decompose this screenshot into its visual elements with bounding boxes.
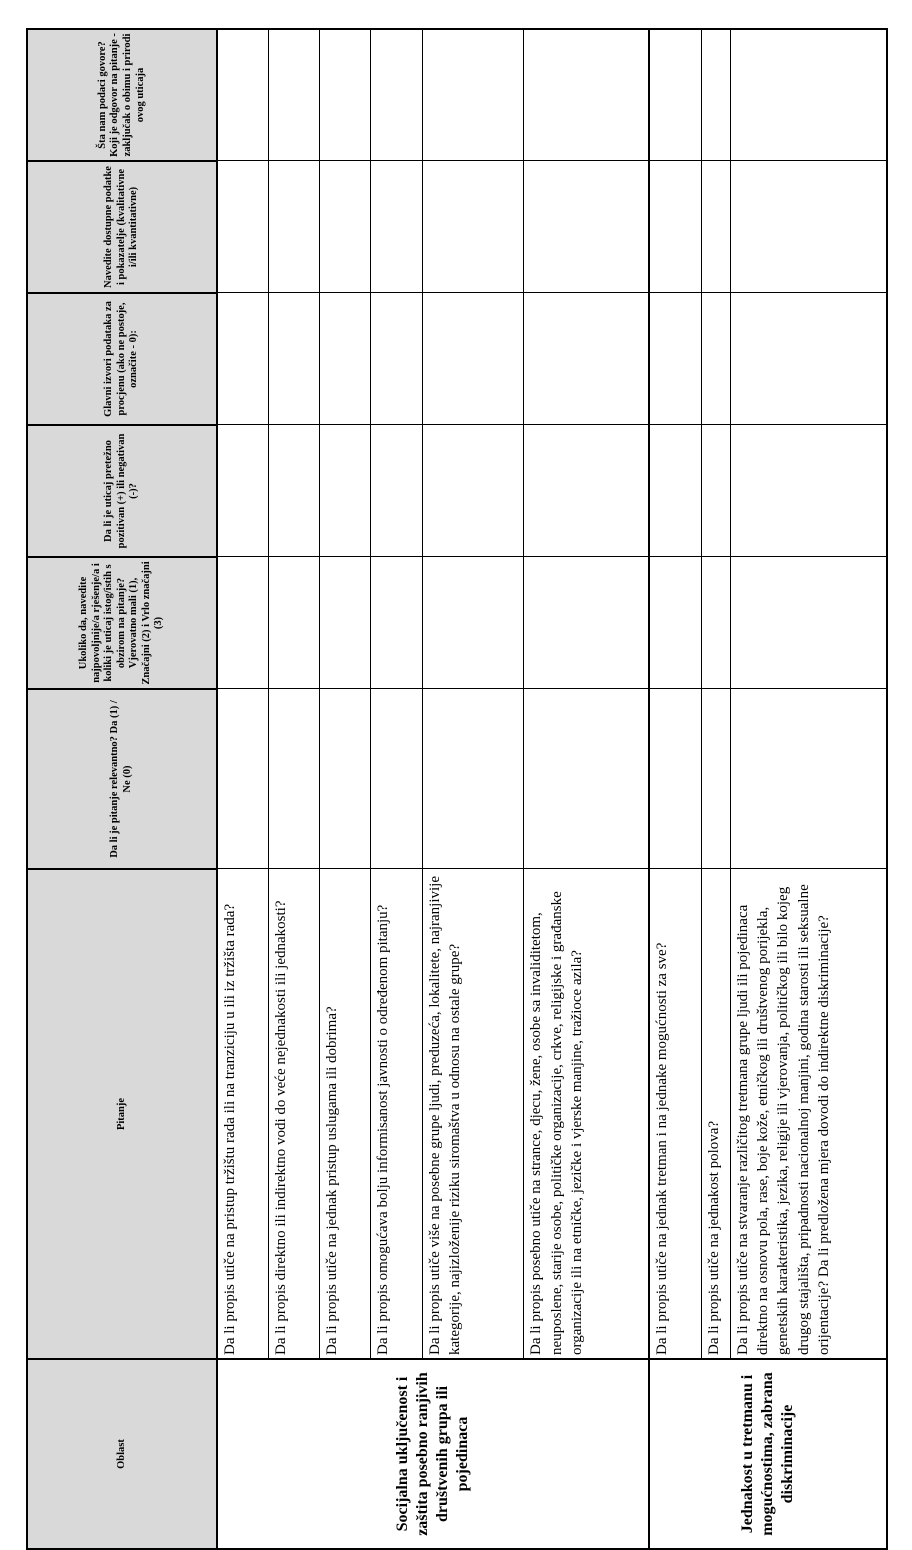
- relevance-cell[interactable]: [268, 689, 319, 869]
- question-cell: Da li propis posebno utiče na strance, djecu, žene, osobe sa invaliditetom, neuposlene, starije osobe, političke organizacije, crkve, religijske i građanske organizacije ili na etničke, jezičke i vjerske manjine, tražioce azila?: [524, 869, 649, 1359]
- table-row: [423, 29, 524, 1549]
- header-oblast: Oblast: [27, 1359, 217, 1549]
- conclusion-cell[interactable]: [524, 29, 649, 161]
- relevance-cell[interactable]: [701, 689, 730, 869]
- header-podaci: Navedite dostupne podatke i pokazatelje (kvalitativne i/ili kvantitativne): [27, 161, 217, 293]
- table-row: [370, 29, 422, 1549]
- sources-cell[interactable]: [423, 293, 524, 425]
- impact-sign-cell[interactable]: [701, 425, 730, 557]
- header-row: [27, 29, 217, 1549]
- rotated-table-wrapper: [26, 30, 888, 1550]
- question-cell: Da li propis utiče više na posebne grupe ljudi, preduzeća, lokalitete, najranjivije kategorije, najizloženije riziku siromaštva u odnosu na ostale grupe?: [423, 869, 524, 1359]
- header-pitanje: Pitanje: [27, 869, 217, 1359]
- impact-sign-cell[interactable]: [370, 425, 422, 557]
- question-cell: Da li propis utiče na jednak pristup uslugama ili dobrima?: [319, 869, 370, 1359]
- indicators-cell[interactable]: [730, 161, 887, 293]
- sources-cell[interactable]: [319, 293, 370, 425]
- relevance-cell[interactable]: [217, 689, 268, 869]
- indicators-cell[interactable]: [701, 161, 730, 293]
- impact-sign-cell[interactable]: [524, 425, 649, 557]
- relevance-cell[interactable]: [649, 689, 701, 869]
- header-zakljucak: Šta nam podaci govore? Koji je odgovor na pitanje - zaključak o obimu i prirodi ovog uticaja: [27, 29, 217, 161]
- question-cell: Da li propis utiče na jednakost polova?: [701, 869, 730, 1359]
- conclusion-cell[interactable]: [370, 29, 422, 161]
- sources-cell[interactable]: [649, 293, 701, 425]
- solution-cell[interactable]: [268, 557, 319, 689]
- indicators-cell[interactable]: [524, 161, 649, 293]
- indicators-cell[interactable]: [370, 161, 422, 293]
- solution-cell[interactable]: [217, 557, 268, 689]
- solution-cell[interactable]: [319, 557, 370, 689]
- conclusion-cell[interactable]: [217, 29, 268, 161]
- table-row: [730, 29, 887, 1549]
- sources-cell[interactable]: [730, 293, 887, 425]
- solution-cell[interactable]: [649, 557, 701, 689]
- question-cell: Da li propis utiče na stvaranje različitog tretmana grupe ljudi ili pojedinaca direktno na osnovu pola, rase, boje kože, etničkog ili društvenog porijekla, genetskih karakteristika, jezika, religije ili vjerovanja, političkog ili bilo kojeg drugog stajališta, pripadnosti nacionalnoj manjini, godina starosti ili seksualne orijentacije? Da li predložena mjera dovodi do indirektne diskriminacije?: [730, 869, 887, 1359]
- table-row: [217, 29, 268, 1549]
- impact-sign-cell[interactable]: [423, 425, 524, 557]
- impact-sign-cell[interactable]: [217, 425, 268, 557]
- indicators-cell[interactable]: [319, 161, 370, 293]
- conclusion-cell[interactable]: [268, 29, 319, 161]
- relevance-cell[interactable]: [730, 689, 887, 869]
- table-row: [268, 29, 319, 1549]
- header-uticaj: Da li je uticaj pretežno pozitivan (+) ili negativan (-)?: [27, 425, 217, 557]
- table-row: [701, 29, 730, 1549]
- conclusion-cell[interactable]: [649, 29, 701, 161]
- solution-cell[interactable]: [730, 557, 887, 689]
- impact-sign-cell[interactable]: [730, 425, 887, 557]
- relevance-cell[interactable]: [370, 689, 422, 869]
- header-relevantno: Da li je pitanje relevantno? Da (1) / Ne (0): [27, 689, 217, 869]
- solution-cell[interactable]: [370, 557, 422, 689]
- impact-sign-cell[interactable]: [649, 425, 701, 557]
- indicators-cell[interactable]: [268, 161, 319, 293]
- solution-cell[interactable]: [701, 557, 730, 689]
- indicators-cell[interactable]: [217, 161, 268, 293]
- conclusion-cell[interactable]: [701, 29, 730, 161]
- table-row: [319, 29, 370, 1549]
- solution-cell[interactable]: [524, 557, 649, 689]
- question-cell: Da li propis omogućava bolju informisanost javnosti o određenom pitanju?: [370, 869, 422, 1359]
- header-najpovoljnije: Ukoliko da, navedite najpovoljnije/a rješenje/a i koliki je uticaj istog/istih s obzirom na pitanje? Vjerovatno mali (1), Značajni (2) i Vrlo značajni (3): [27, 557, 217, 689]
- header-izvori: Glavni izvori podataka za procjenu (ako ne postoje, označite - 0):: [27, 293, 217, 425]
- sources-cell[interactable]: [268, 293, 319, 425]
- sources-cell[interactable]: [370, 293, 422, 425]
- question-cell: Da li propis direktno ili indirektno vodi do veće nejednakosti ili jednakosti?: [268, 869, 319, 1359]
- table-row: [524, 29, 649, 1549]
- sources-cell[interactable]: [701, 293, 730, 425]
- area-cell: Jednakost u tretmanu i mogućnostima, zabrana diskriminacije: [649, 1359, 887, 1549]
- relevance-cell[interactable]: [319, 689, 370, 869]
- indicators-cell[interactable]: [423, 161, 524, 293]
- area-cell: Socijalna uključenost i zaštita posebno ranjivih društvenih grupa ili pojedinaca: [217, 1359, 649, 1549]
- conclusion-cell[interactable]: [423, 29, 524, 161]
- relevance-cell[interactable]: [524, 689, 649, 869]
- solution-cell[interactable]: [423, 557, 524, 689]
- question-cell: Da li propis utiče na pristup tržištu rada ili na tranziciju u ili iz tržišta rada?: [217, 869, 268, 1359]
- question-cell: Da li propis utiče na jednak tretman i na jednake mogućnosti za sve?: [649, 869, 701, 1359]
- conclusion-cell[interactable]: [319, 29, 370, 161]
- table-row: [649, 29, 701, 1549]
- assessment-table: [26, 28, 888, 1550]
- sources-cell[interactable]: [217, 293, 268, 425]
- relevance-cell[interactable]: [423, 689, 524, 869]
- conclusion-cell[interactable]: [730, 29, 887, 161]
- sources-cell[interactable]: [524, 293, 649, 425]
- impact-sign-cell[interactable]: [268, 425, 319, 557]
- indicators-cell[interactable]: [649, 161, 701, 293]
- impact-sign-cell[interactable]: [319, 425, 370, 557]
